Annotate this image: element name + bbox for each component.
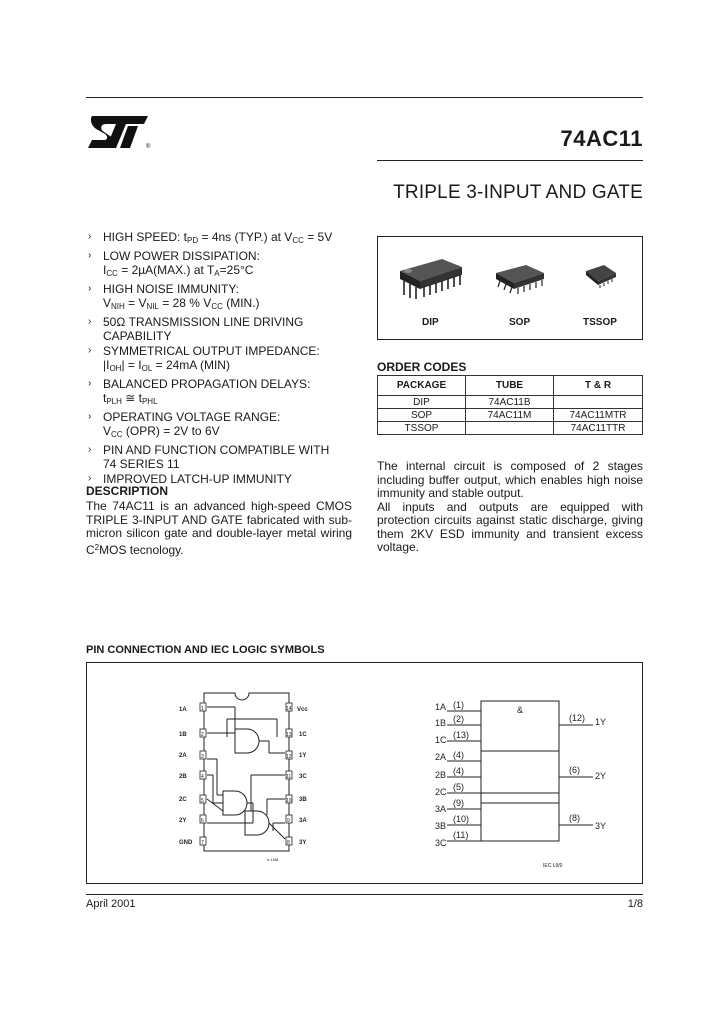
pin-number: 1 bbox=[201, 706, 204, 712]
column-header: PACKAGE bbox=[378, 376, 466, 396]
document-subtitle: TRIPLE 3-INPUT AND GATE bbox=[393, 182, 643, 203]
pin-number: 13 bbox=[286, 732, 292, 738]
part-number: 74AC11 bbox=[560, 126, 643, 151]
table-row bbox=[378, 409, 643, 422]
feature-item: › HIGH NOISE IMMUNITY: $V_{NIH} = V_{NIL} = 28$ % $V_{CC}$ (MIN.) bbox=[86, 282, 356, 314]
table-cell: SOP bbox=[378, 409, 466, 422]
iec-output-label: 1Y bbox=[595, 717, 607, 727]
pin-number: 7 bbox=[201, 840, 204, 846]
iec-input-label: 1C bbox=[435, 735, 447, 745]
iec-amp-symbol: & bbox=[517, 705, 524, 715]
order-codes-table bbox=[377, 375, 643, 435]
pin-label: 3Y bbox=[299, 840, 307, 846]
feature-item: › OPERATING VOLTAGE RANGE: $V_{CC}$ (OPR) = 2V to 6V bbox=[86, 410, 356, 442]
pin-label: 3B bbox=[299, 797, 307, 803]
title-rule bbox=[377, 160, 643, 161]
sop-label: SOP bbox=[509, 317, 531, 328]
table-row bbox=[378, 422, 643, 435]
dip-pinout-diagram bbox=[204, 693, 292, 851]
iec-input-number: (5) bbox=[453, 782, 464, 792]
pin-label: Vсс bbox=[297, 707, 308, 713]
iec-output-number: (8) bbox=[569, 813, 580, 823]
dip-package-icon bbox=[400, 259, 462, 299]
pin-label: 2C bbox=[179, 797, 187, 803]
iec-output-label: 3Y bbox=[595, 821, 607, 831]
pin-label: 2Y bbox=[179, 818, 187, 824]
pin-number: 5 bbox=[201, 798, 204, 804]
iec-input-label: 1A bbox=[435, 702, 447, 712]
sop-package-icon bbox=[496, 265, 544, 294]
pin-label: 3A bbox=[299, 818, 307, 824]
feature-item: › BALANCED PROPAGATION DELAYS: $t_{PLH}$ ≅ $t_{PHL}$ bbox=[86, 377, 356, 409]
pin-diagrams bbox=[87, 663, 642, 883]
iec-input-label: 2A bbox=[435, 752, 447, 762]
table-cell: TSSOP bbox=[378, 422, 466, 435]
pin-section-heading: PIN CONNECTION AND IEC LOGIC SYMBOLS bbox=[86, 644, 325, 656]
iec-input-number: (2) bbox=[453, 714, 464, 724]
pin-number: 6 bbox=[201, 818, 204, 824]
iec-input-number: (9) bbox=[453, 798, 464, 808]
diagram-id: ir-10M bbox=[267, 857, 279, 862]
pin-number: 12 bbox=[286, 754, 292, 760]
feature-item: › IMPROVED LATCH-UP IMMUNITY bbox=[86, 472, 356, 486]
footer-date: April 2001 bbox=[86, 898, 136, 910]
table-cell bbox=[466, 422, 554, 435]
feature-item: › SYMMETRICAL OUTPUT IMPEDANCE: $|I_{OH}| = I_{OL} = 24mA$ (MIN) bbox=[86, 344, 356, 376]
pin-number: 11 bbox=[286, 774, 292, 780]
pin-label: 1Y bbox=[299, 753, 307, 759]
iec-input-number: (4) bbox=[453, 766, 464, 776]
iec-input-label: 2B bbox=[435, 770, 447, 780]
iec-input-number: (11) bbox=[453, 830, 469, 840]
column-header: T & R bbox=[554, 376, 643, 396]
tssop-package-icon bbox=[586, 265, 616, 288]
pin-number: 4 bbox=[201, 774, 204, 780]
order-codes-heading: ORDER CODES bbox=[377, 360, 467, 374]
pin-number: 2 bbox=[201, 732, 204, 738]
iec-input-label: 3A bbox=[435, 804, 447, 814]
table-cell: 74AC11B bbox=[466, 396, 554, 409]
description-heading: DESCRIPTION bbox=[86, 484, 169, 498]
pin-number: 3 bbox=[201, 754, 204, 760]
pin-number-marks bbox=[200, 703, 292, 845]
svg-text:®: ® bbox=[146, 144, 151, 150]
iec-input-number: (10) bbox=[453, 814, 470, 824]
iec-input-label: 1B bbox=[435, 718, 447, 728]
iec-output-number: (6) bbox=[569, 765, 580, 775]
pin-number: 10 bbox=[286, 798, 292, 804]
footer-rule bbox=[86, 894, 643, 895]
feature-item: › 50Ω TRANSMISSION LINE DRIVING CAPABILITY bbox=[86, 315, 356, 343]
iec-diagram-id: IEC L9/0 bbox=[543, 863, 563, 869]
pin-label: 3C bbox=[299, 774, 307, 780]
table-cell: 74AC11MTR bbox=[554, 409, 643, 422]
pin-number: 14 bbox=[286, 706, 292, 712]
column-header: TUBE bbox=[466, 376, 554, 396]
table-cell: 74AC11TTR bbox=[554, 422, 643, 435]
internal-para-2: All inputs and outputs are equipped with protection circuits against static discharge, giving them 2KV ESD immunity and transient excess voltage. bbox=[377, 499, 643, 554]
pin-connection-figure bbox=[86, 662, 643, 884]
pin-label: GND bbox=[179, 840, 193, 846]
page-number: 1/8 bbox=[627, 898, 643, 910]
table-cell: DIP bbox=[378, 396, 466, 409]
pin-label: 1A bbox=[179, 707, 187, 713]
table-cell bbox=[554, 396, 643, 409]
internal-para-1: The internal circuit is composed of 2 stages including buffer output, which enables high noise immunity and stable output. bbox=[377, 459, 643, 500]
feature-item: › PIN AND FUNCTION COMPATIBLE WITH 74 SERIES 11 bbox=[86, 443, 356, 471]
pin-label: 2A bbox=[179, 753, 187, 759]
dip-label: DIP bbox=[422, 317, 439, 328]
feature-item: › HIGH SPEED: $t_{PD} = 4ns$ (TYP.) at $V_{CC} = 5V$ bbox=[86, 230, 356, 248]
pin-label: 1B bbox=[179, 732, 187, 738]
feature-list bbox=[86, 230, 356, 487]
feature-item: › LOW POWER DISSIPATION: $I_{CC} = 2\mu A(MAX.)$ at $T_A=25^\circ C$ bbox=[86, 249, 356, 281]
iec-input-number: (4) bbox=[453, 750, 464, 760]
package-illustration bbox=[377, 236, 643, 340]
iec-output-number: (12) bbox=[569, 713, 586, 723]
table-cell: 74AC11M bbox=[466, 409, 554, 422]
internal-circuit-text bbox=[377, 460, 643, 555]
pin-number: 9 bbox=[287, 818, 290, 824]
iec-input-number: (13) bbox=[453, 730, 470, 740]
pin-label: 2B bbox=[179, 774, 187, 780]
table-header-row bbox=[378, 376, 643, 396]
iec-input-label: 3B bbox=[435, 821, 447, 831]
iec-input-label: 3C bbox=[435, 838, 447, 848]
pin-number: 8 bbox=[287, 840, 290, 846]
header-rule bbox=[86, 97, 643, 98]
description-text: The 74AC11 is an advanced high-speed CMOS TRIPLE 3-INPUT AND GATE fabricated with sub-micron silicon gate and double-layer metal wiring $C^2MOS$ tecnology. bbox=[86, 499, 352, 557]
st-logo bbox=[86, 112, 156, 152]
pin-label: 1C bbox=[299, 732, 307, 738]
iec-output-label: 2Y bbox=[595, 771, 607, 781]
tssop-label: TSSOP bbox=[583, 317, 617, 328]
iec-input-label: 2C bbox=[435, 787, 447, 797]
iec-input-number: (1) bbox=[453, 700, 464, 710]
table-row bbox=[378, 396, 643, 409]
